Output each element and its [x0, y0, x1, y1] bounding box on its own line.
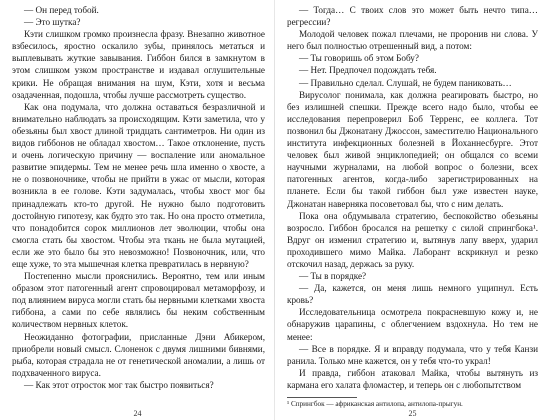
- footnote: ¹ Спрингбок — африканская антилопа, антилопа-прыгун.: [287, 400, 463, 408]
- paragraph: Пока она обдумывала стратегию, беспокойство обезьяны возросло. Гиббон бросался на решетку с силой спрингбока¹. Вдруг он изменил стратегию и, вытянув лапу вверх, ударил проходившего мимо Майка. Лаборант вскрикнул и резко отскочил назад, держась за руку.: [287, 210, 538, 269]
- paragraph: — Нет. Предпочел подождать тебя.: [299, 65, 437, 76]
- footnote-rule: [287, 397, 357, 398]
- page-number-left: 24: [133, 409, 142, 418]
- paragraph: — Ты говоришь об этом Бобу?: [299, 53, 419, 64]
- paragraph: — Правильно сделал. Слушай, не будем паниковать…: [299, 77, 512, 88]
- paragraph: — Все в порядке. Я и вправду подумала, что у тебя Канзи ранила. Только мне кажется, он у тебя что-то украл!: [287, 343, 538, 366]
- paragraph: — Это шутка?: [24, 17, 81, 28]
- paragraph: Кэти слишком громко произнесла фразу. Внезапно животное взбесилось, яростно оскалило зубы, принялось метаться и выплевывать жуткие завывания. Гиббон бился в замкнутом в этом слишком узком пространстве и издавал оглушительные крики. Не обращая внимания на шум, Кэти, хотя и весьма озадаченная, подошла, чтобы лучше рассмотреть существо.: [12, 29, 265, 100]
- right-page-text: [287, 4, 538, 391]
- paragraph: Как она подумала, что должна оставаться безразличной и внимательно наблюдать за происходящим. Кэти заметила, что у обезьяны был хвост длиной тридцать сантиметров. Ни один из видов гиббонов не обладал хвостом… Такое отклонение, пусть и очень логическую причину — воспаление или аномальное развитие эпидермы. Тем не менее речь шла именно о хвосте, а не о позвоночнике, чтобы не прийти в ужас от мысли, которая возникла в ее голове. Кэти задумалась, чтобы хвост мог бы принадлежать кто-то другой. Не нужно было подготовить достойную гипотезу, как будто это так. Но она просто отметила, что понадобится сорок миллионов лет эволюции, чтобы она смогла стать бы хвостом. Чтобы эта ткань не была мутацией, если же это было бы это невозможно! Позвоночник, или, что еще хуже, то эта мышечная клетка превратилась в нервную?: [12, 101, 265, 269]
- paragraph: Молодой человек пожал плечами, не проронив ни слова. У него был полностью отрешенный вид, а потом:: [287, 29, 538, 52]
- paragraph: Постепенно мысли прояснились. Вероятно, тем или иным образом этот патогенный агент спровоцировал метаморфозу, и под влиянием вируса могли стать бы нервными клетками хвоста гиббона, а сами по себе являлись бы неким собственным количеством нервных клеток.: [12, 271, 265, 330]
- paragraph: Вирусолог понимала, как должна реагировать быстро, но без излишней спешки. Прежде всего надо было, чтобы ее исследования перепроверил Боб Терренс, ее коллега. Тот позвонил бы Джонатану Джоссон, заместителю Национального института инфекционных болезней в Йоханнесбурге. Этот человек был живой энциклопедией; он общался со всеми научными журналами, на любой вопрос о болезни, всех патогенных агентов, когда-либо зарегистрированных на планете. Если бы такой гиббон был уже известен науке, Джонатан наверняка посоветовал бы, что с ним делать.: [287, 89, 538, 209]
- right-page: [275, 0, 550, 420]
- paragraph: — Он перед тобой.: [24, 5, 99, 15]
- paragraph: — Ты в порядке?: [299, 271, 367, 282]
- paragraph: Неожиданно фотографии, присланные Дэни Абикером, приобрели новый смысл. Слоненок с двумя лишними бивнями, рыба, которая страдала не от генетической аномалии, а лишь от подхваченного вируса.: [12, 331, 265, 378]
- paragraph: — Да, кажется, он меня лишь немного ущипнул. Есть кровь?: [287, 283, 538, 306]
- page-number-right: 25: [408, 409, 417, 418]
- paragraph: — Как этот отросток мог так быстро появиться?: [24, 379, 214, 390]
- paragraph: Исследовательница осмотрела покрасневшую кожу и, не обнаружив царапины, с облегчением вздохнула. Но тем не менее:: [287, 307, 538, 342]
- left-page-text: [12, 4, 265, 391]
- paragraph: — Тогда… С твоих слов это может быть нечто типа… регрессии?: [287, 5, 538, 28]
- paragraph: И правда, гиббон атаковал Майка, чтобы вытянуть из кармана его халата фломастер, и теперь он с любопытством: [287, 367, 538, 390]
